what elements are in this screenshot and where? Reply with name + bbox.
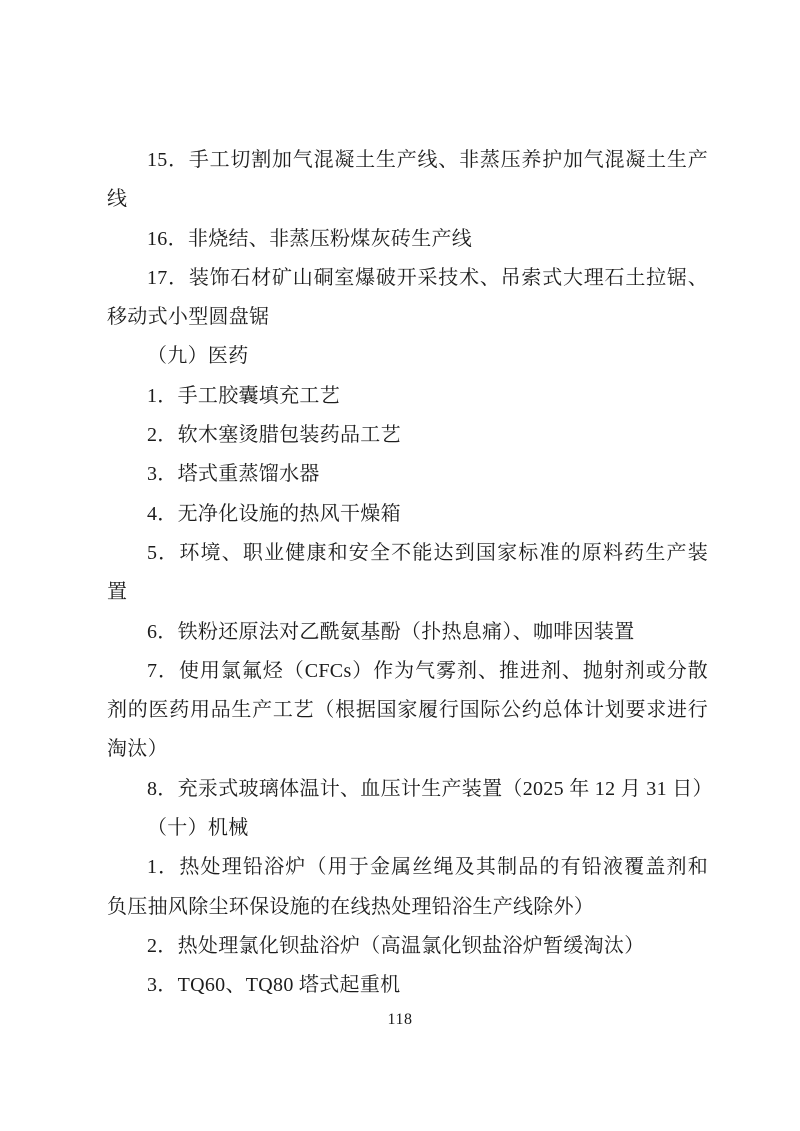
text-line: 负压抽风除尘环保设施的在线热处理铅浴生产线除外） (107, 895, 595, 918)
text-line: 2．软木塞烫腊包装药品工艺 (147, 424, 401, 447)
text-line: 移动式小型圆盘锯 (107, 306, 270, 329)
text-line: 置 (107, 581, 128, 604)
text-line: （九）医药 (147, 345, 249, 368)
text-line: 15．手工切割加气混凝土生产线、非蒸压养护加气混凝土生产 (147, 149, 708, 171)
text-line: 3．TQ60、TQ80 塔式起重机 (147, 974, 401, 997)
body-text (107, 141, 713, 1006)
text-line: 4．无净化设施的热风干燥箱 (147, 502, 401, 525)
text-line: 7．使用氯氟烃（CFCs）作为气雾剂、推进剂、抛射剂或分散 (147, 659, 708, 682)
text-line: 2．热处理氯化钡盐浴炉（高温氯化钡盐浴炉暂缓淘汰） (147, 934, 645, 957)
text-line: （十）机械 (147, 817, 249, 840)
text-line: 线 (107, 188, 128, 211)
page-number: 118 (387, 1011, 413, 1028)
text-line: 1．手工胶囊填充工艺 (147, 384, 340, 407)
text-line: 3．塔式重蒸馏水器 (147, 463, 320, 486)
text-line: 17．装饰石材矿山硐室爆破开采技术、吊索式大理石土拉锯、 (147, 266, 708, 289)
text-line: 6．铁粉还原法对乙酰氨基酚（扑热息痛）、咖啡因装置 (147, 620, 635, 643)
text-line: 5．环境、职业健康和安全不能达到国家标准的原料药生产装 (147, 541, 708, 564)
text-line: 8．充汞式玻璃体温计、血压计生产装置（2025 年 12 月 31 日） (147, 777, 713, 800)
text-line: 1．热处理铅浴炉（用于金属丝绳及其制品的有铅液覆盖剂和 (147, 856, 708, 879)
text-line: 剂的医药用品生产工艺（根据国家履行国际公约总体计划要求进行 (107, 699, 708, 722)
text-line: 淘汰） (107, 738, 168, 761)
text-line: 16．非烧结、非蒸压粉煤灰砖生产线 (147, 227, 473, 250)
